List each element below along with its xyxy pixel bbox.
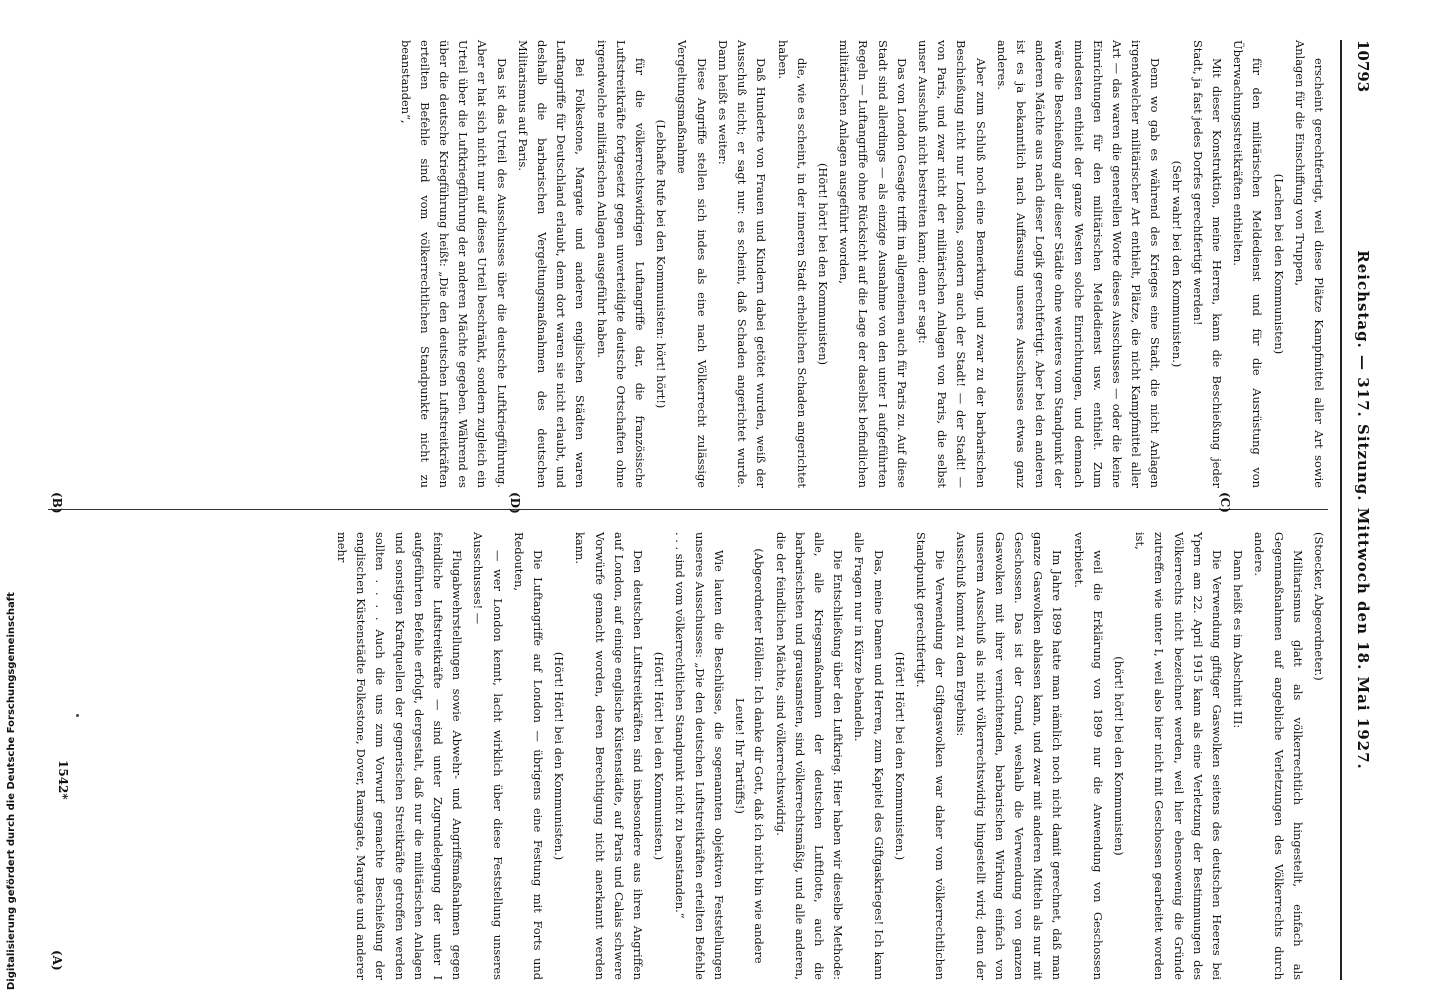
paragraph: Militarismus glatt als völkerrechtlich hingestellt, einfach als Gegenmaßnahmen auf angebliche Verletzungen des Völkerrechts durch andere. [1252,532,1305,980]
paragraph: weil die Erklärung von 1899 nur die Anwendung von Geschossen verbietet. [1071,532,1105,980]
page-number: 10793 [1354,40,1372,93]
paragraph: Die Luftangriffe auf London — übrigens eine Festung mit Forts und Redouten, [511,532,546,980]
column-divider [48,509,1328,510]
interjection: (hört! hört! bei den Kommunisten) [1111,656,1126,856]
page-title: Reichstag. — 317. Sitzung. Mittwoch den 18. Mai 1927. [1354,250,1372,770]
paragraph: Diese Angriffe stellen sich indes als eine nach Völkerrecht zulässige Vergeltungsmaßnahme [675,40,709,488]
paragraph: Mit dieser Konstruktion, meine Herren, kann die Beschießung jeder Stadt, ja fast jedes Dorfes gerechtfertigt werden! [1190,40,1224,488]
paragraph: für die völkerrechtswidrigen Luftangriffe dar, die französische Luftstreitkräfte fortgesetzt gegen unverteidigte deutsche Ortschaften ohne irgendwelche militärischen Anlagen ausgeführt haben. [594,40,648,488]
interjection: (Abgeordneter Höllein: Ich danke dir Gott, daß ich nicht bin wie andere Leute! Ihr Tartüffs!) [733,548,767,964]
interjection: (Hört! Hört! bei den Kommunisten.) [892,651,907,861]
margin-mark-b: (B) [50,492,64,514]
paragraph: die, wie es scheint, in der inneren Stadt erheblichen Schaden angerichtet haben. [775,40,809,488]
scan-speck [76,714,79,717]
interjection: (Hört! Hört! bei den Kommunisten.) [552,651,567,861]
paragraph: — wer London kennt, lacht wirklich über diese Feststellung unseres Ausschusses! — [471,532,505,980]
paragraph: Den deutschen Luftstreitkräften sind insbesondere aus ihren Angriffen auf London, auf einige englische Küstenstädte, auf Paris und Calais schwere Vorwürfe gemacht worden, deren Berechtigung nicht anerkannt werden kann. [573,532,646,980]
paragraph: erscheint gerechtfertigt, weil diese Plätze Kampfmittel aller Art sowie Anlagen für die Einschiffung von Truppen, [1292,40,1326,488]
credit-strip [6,592,20,990]
rotated-page-content [42,40,1382,980]
paragraph: Flugabwehrstellungen sowie Abwehr- und Angriffsmaßnahmen gegen feindliche Luftstreitkräfte — sind unter Zugrundelegung der unter I aufgeführten Befehle erfolgt, dergestalt, daß nur die militärischen Anlagen und sonstigen Kraftquellen der gegnerischen Streitkräfte getroffen werden sollten . . . . Auch die uns zum Vorwurf gemachte Beschießung der englischen Küstenstädte Folkestone, Dover, Ramsgate, Margate und anderer mehr [335,532,465,980]
interjection: (Lebhafte Rufe bei den Kommunisten: hört! hört!) [654,119,669,409]
interjection: (Lachen bei den Kommunisten) [1271,173,1286,355]
paragraph: Dann heißt es im Abschnitt III: [1231,550,1246,729]
paragraph: Das von London Gesagte trifft im allgemeinen auch für Paris zu. Auf diese Stadt sind allerdings — als einzige Ausnahme von den unter I aufgeführten Regeln — Luftangriffe ohne Rücksicht auf die Lage der daselbst befindlichen militärischen Anlagen ausgeführt worden, [837,40,909,488]
paragraph: Das, meine Damen und Herren, zum Kapitel des Giftgaskrieges! Ich kann alle Fragen nur in Kürze behandeln. [852,532,886,980]
right-column [330,532,1328,980]
paragraph: Die Verwendung giftiger Gaswolken seitens des deutschen Heeres bei Ypern am 22. April 1915 kann als eine Verletzung der Bestimmungen des Völkerrechts nicht bezeichnet werden, weil hier ebensowenig die Gründe zutreffen wie unter I, weil also hier nicht mit Geschossen gearbeitet worden ist, [1133,532,1224,980]
left-column [393,40,1328,488]
credit-text: Digitalisierung gefördert durch die Deutsche Forschungsgemeinschaft [6,592,17,990]
sheet-mark: 1542* [56,760,70,800]
margin-mark-d: (D) [508,492,522,514]
paragraph: Aber zum Schluß noch eine Bemerkung, und zwar zu der barbarischen Beschießung nicht nur Londons, sondern auch der Stadt! — der Stadt! — von Paris, und zwar nicht der militärischen Anlagen von Paris, die selbst unser Ausschuß nicht bestreiten kann; denn er sagt: [915,40,988,488]
paragraph: Das ist das Urteil des Ausschusses über die deutsche Luftkriegführung. Aber er hat sich nicht nur auf dieses Urteil beschränkt, sondern zugleich ein Urteil über die Luftkriegführung der anderen Mächte gegeben. Während es über die deutsche Kriegführung heißt: „Die den deutschen Luftstreitkräften erteilten Befehle sind vom völkerrechtlichen Standpunkte nicht zu beanstanden“, [398,40,509,488]
margin-mark-a: (A) [50,950,64,971]
margin-mark-c: (C) [1218,492,1232,513]
paragraph: Denn wo gab es während des Krieges eine Stadt, die nicht Anlagen irgendwelcher militärischer Art enthielt, Plätze, die nicht Kampfmittel aller Art — das waren die generellen Worte dieses Ausschusses — oder die keine Einrichtungen für den militärischen Meldedienst usw. enthielt. Zum mindesten enthielt der ganze Westen solche Einrichtungen, und demnach wäre die Beschießung aller dieser Städte ohne weiteres vom Standpunkt der anderen Mächte aus nach dieser Logik gerechtfertigt. Aber bei den anderen ist es ja bekanntlich nach Auffassung unseres Ausschusses etwas ganz anderes. [994,40,1163,488]
interjection: (Sehr wahr! bei den Kommunisten.) [1169,160,1184,368]
paragraph: (Stoecker, Abgeordneter.) [1312,532,1326,681]
interjection: (Hört! Hört! bei den Kommunisten.) [652,651,667,861]
interjection: (Hört! hört! bei den Kommunisten) [815,162,830,366]
paragraph: Die Verwendung der Giftgaswolken war daher vom völkerrechtlichen Standpunkt gerechtfertigt. [913,532,948,980]
paragraph: für den militärischen Meldedienst und für die Ausrüstung von Überwachungsstreitkräften enthielten. [1231,40,1265,488]
paragraph: Daß Hunderte von Frauen und Kindern dabei getötet wurden, weiß der Ausschuß nicht; er sagt nur: es scheint, daß Schaden angerichtet wurde. Dann heißt es weiter: [715,40,769,488]
paragraph: Wie lauten die Beschlüsse, die sogenannten objektiven Feststellungen unseres Ausschusses: „Die den deutschen Luftstreitkräften erteilten Befehle . . . sind vom völkerrechtlichen Standpunkt nicht zu beanstanden.“ [673,532,726,980]
paragraph: Im Jahre 1899 hatte man nämlich noch nicht damit gerechnet, daß man ganze Gaswolken ablassen kann, und zwar mit anderen Mitteln als nur mit Geschossen. Das ist der Grund, weshalb die Verwendung von ganzen Gaswolken mit ihrer vernichtenden, barbarischen Wirkung einfach von unserem Ausschuß als nicht völkerrechtswidrig hingestellt wird; denn der Ausschuß kommt zu dem Ergebnis: [954,532,1065,980]
page-header [1340,40,1382,980]
paragraph: Die Entschließung über den Luftkrieg. Hier haben wir dieselbe Methode: alle, alle Kriegsmaßnahmen der deutschen Luftflotte, auch die barbarischsten und grausamsten, sind völkerrechtsmäßig, und alle anderen, die der feindlichen Mächte, sind völkerrechtswidrig. [773,532,846,980]
paragraph: Bei Folkestone, Margate und anderen englischen Städten waren Luftangriffe für Deutschland erlaubt, denn dort waren sie nicht erlaubt, und deshalb die barbarischen Vergeltungsmaßnahmen des deutschen Militarismus auf Paris. [515,40,588,488]
